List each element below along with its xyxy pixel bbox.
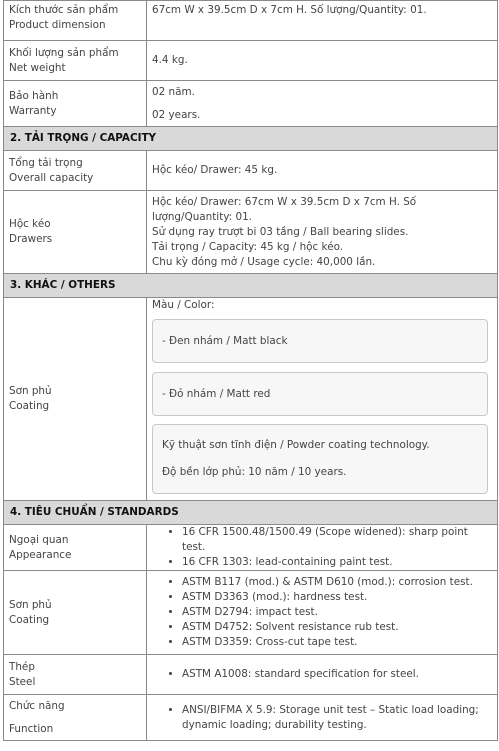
color-option-label: - Đỏ nhám / Matt red (162, 387, 271, 400)
section-title: 2. TẢI TRỌNG / CAPACITY (4, 127, 498, 151)
spec-table (3, 0, 498, 741)
warranty-en: 02 years. (152, 108, 201, 121)
label-en: Net weight (9, 61, 66, 74)
label-cell (4, 41, 147, 81)
standards-list (152, 525, 492, 570)
section-title: 4. TIÊU CHUẨN / STANDARDS (4, 501, 498, 525)
row-net-weight (4, 41, 498, 81)
value-cell: 4.4 kg. (147, 41, 498, 81)
label-vi: Hộc kéo (9, 218, 51, 230)
label-en: Overall capacity (9, 171, 94, 184)
value-cell (147, 695, 498, 741)
label-cell (4, 655, 147, 695)
standards-list (152, 703, 492, 733)
label-vi: Thép (9, 660, 35, 673)
value-cell (147, 191, 498, 274)
warranty-vi: 02 năm. (152, 85, 195, 98)
label-en: Appearance (9, 548, 72, 561)
standards-list (152, 575, 492, 650)
row-appearance (4, 525, 498, 571)
label-cell (4, 81, 147, 127)
list-item (182, 703, 492, 733)
color-option-red (152, 372, 488, 416)
row-product-dimension (4, 1, 498, 41)
value-cell (147, 655, 498, 695)
row-drawers (4, 191, 498, 274)
color-option-black (152, 319, 488, 363)
row-coating (4, 298, 498, 501)
label-vi: Ngoại quan (9, 533, 69, 546)
drawer-line: lượng/Quantity: 01. (152, 210, 252, 223)
color-heading: Màu / Color: (152, 299, 215, 311)
list-item: • ASTM B117 (mod.) & ASTM D610 (mod.): corrosion test. (182, 575, 492, 590)
row-steel (4, 655, 498, 695)
drawer-line: Sử dụng ray trượt bi 03 tầng / Ball bearing slides. (152, 225, 409, 238)
label-vi: Tổng tải trọng (9, 156, 83, 169)
list-item: • 16 CFR 1303: lead-containing paint test. (182, 555, 492, 570)
value-cell (147, 571, 498, 655)
section-header-capacity (4, 127, 498, 151)
list-item-line: dynamic loading; durability testing. (182, 718, 367, 731)
label-cell (4, 695, 147, 741)
label-vi: Sơn phủ (9, 598, 52, 611)
value-cell: Hộc kéo/ Drawer: 45 kg. (147, 151, 498, 191)
label-cell (4, 191, 147, 274)
section-title: 3. KHÁC / OTHERS (4, 274, 498, 298)
row-coating-standards (4, 571, 498, 655)
label-vi: Chức năng (9, 699, 65, 712)
label-en: Function (9, 722, 54, 735)
label-en: Product dimension (9, 19, 106, 31)
label-cell (4, 151, 147, 191)
drawer-line: Tải trọng / Capacity: 45 kg / hộc kéo. (152, 240, 344, 253)
label-vi: Kích thước sản phẩm (9, 4, 119, 16)
label-cell (4, 298, 147, 501)
row-overall-capacity (4, 151, 498, 191)
label-en: Steel (9, 675, 36, 688)
section-header-standards (4, 501, 498, 525)
color-option-label: - Đen nhám / Matt black (162, 334, 288, 347)
list-item: • ASTM D4752: Solvent resistance rub test. (182, 620, 492, 635)
value-cell (147, 298, 498, 501)
drawer-line: Chu kỳ đóng mở / Usage cycle: 40,000 lần. (152, 255, 376, 268)
label-cell (4, 1, 147, 41)
label-vi: Khối lượng sản phẩm (9, 46, 119, 59)
list-item: • ASTM D3359: Cross-cut tape test. (182, 635, 492, 650)
label-en: Drawers (9, 233, 53, 245)
list-item-line: • ANSI/BIFMA X 5.9: Storage unit test – Static load loading; (182, 703, 479, 716)
label-vi: Sơn phủ (9, 385, 52, 397)
list-item: • ASTM A1008: standard specification for steel. (182, 667, 492, 682)
label-cell (4, 571, 147, 655)
row-warranty (4, 81, 498, 127)
list-item: • ASTM D3363 (mod.): hardness test. (182, 590, 492, 605)
value-cell: 67cm W x 39.5cm D x 7cm H. Số lượng/Quantity: 01. (147, 1, 498, 41)
label-en: Coating (9, 400, 50, 412)
list-item: • 16 CFR 1500.48/1500.49 (Scope widened): sharp point test. (182, 525, 492, 555)
section-header-others (4, 274, 498, 298)
standards-list (152, 667, 492, 682)
value-cell (147, 81, 498, 127)
label-en: Coating (9, 613, 50, 626)
coating-technique: Kỹ thuật sơn tĩnh điện / Powder coating technology. (162, 439, 430, 451)
drawer-line: Hộc kéo/ Drawer: 67cm W x 39.5cm D x 7cm H. Số (152, 195, 417, 208)
label-cell (4, 525, 147, 571)
list-item: • ASTM D2794: impact test. (182, 605, 492, 620)
coating-info-box (152, 424, 488, 494)
value-cell (147, 525, 498, 571)
coating-durability: Độ bền lớp phủ: 10 năm / 10 years. (162, 466, 347, 478)
label-vi: Bảo hành (9, 89, 59, 102)
row-function (4, 695, 498, 741)
label-en: Warranty (9, 104, 57, 117)
